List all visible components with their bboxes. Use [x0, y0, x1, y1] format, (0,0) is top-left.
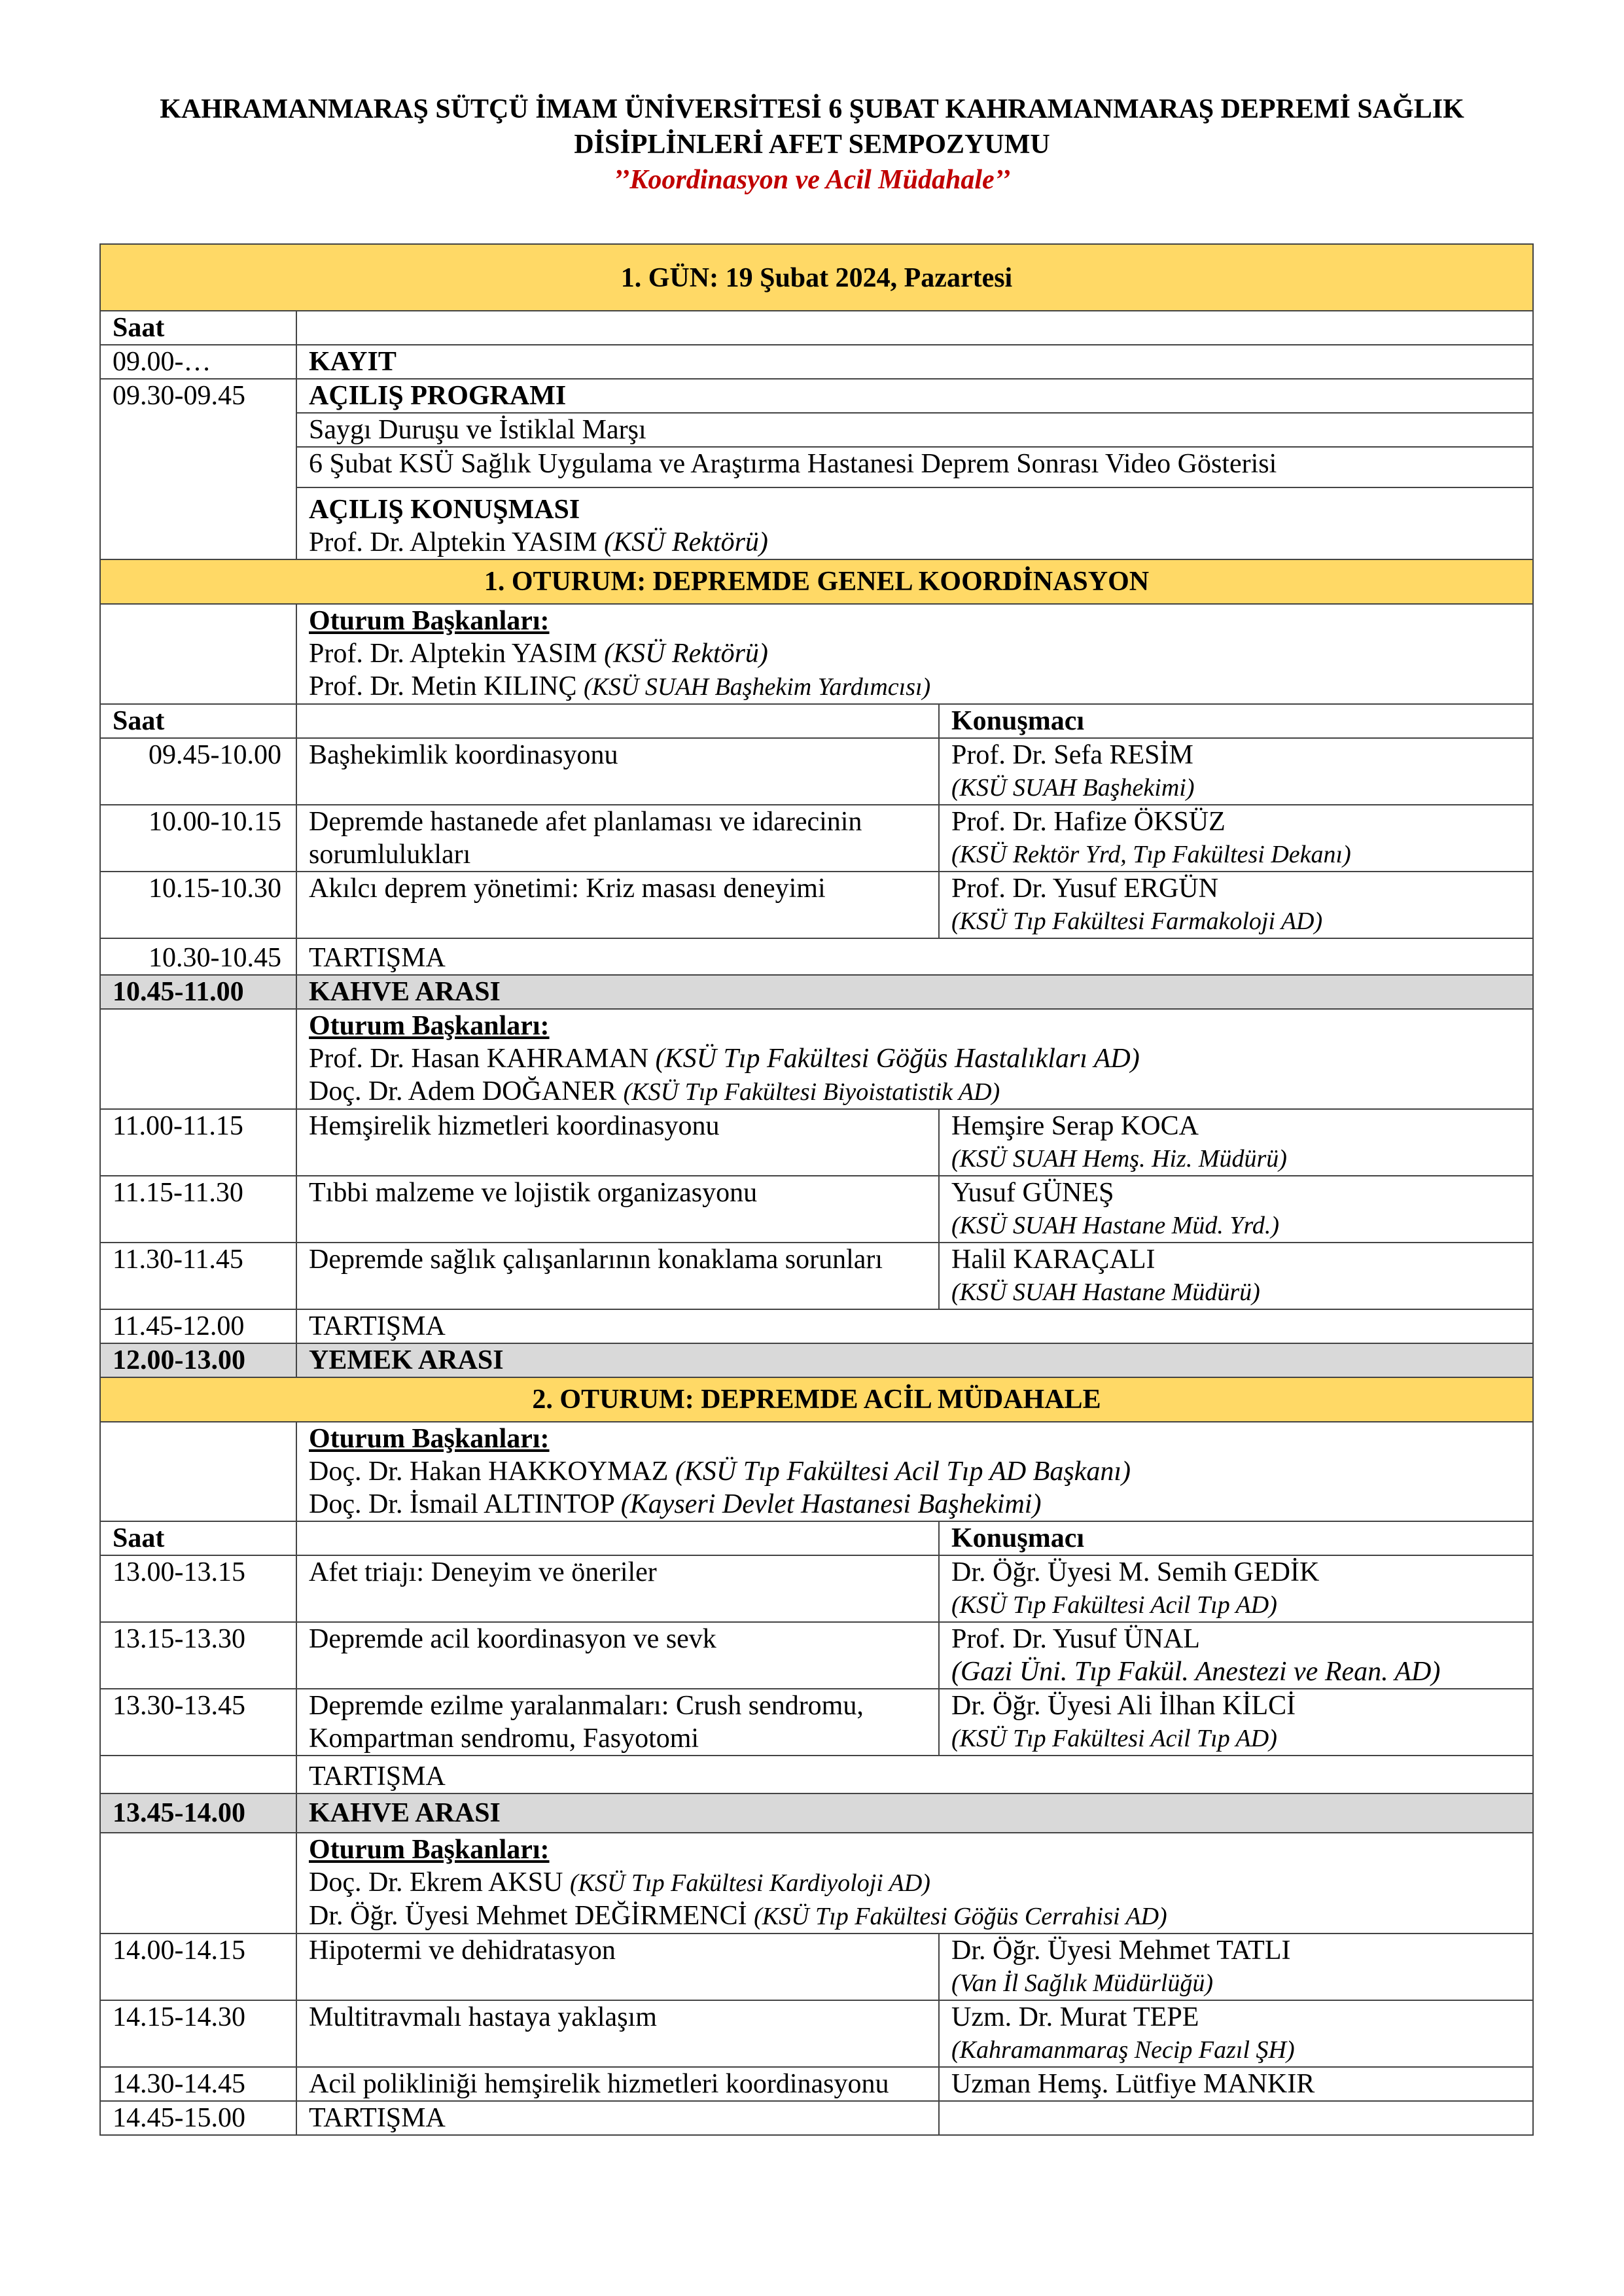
- chair-role: (Kayseri Devlet Hastanesi Başhekimi): [620, 1489, 1042, 1519]
- session-header-row: [100, 559, 1533, 604]
- speaker-role: (KSÜ Rektörü): [604, 527, 768, 557]
- time-cell: 11.15-11.30: [100, 1176, 296, 1243]
- chairs-label: Oturum Başkanları:: [309, 1835, 550, 1865]
- title-line-1: KAHRAMANMARAŞ SÜTÇÜ İMAM ÜNİVERSİTESİ 6 ŞUBAT KAHRAMANMARAŞ DEPREMİ SAĞLIK: [160, 94, 1464, 124]
- table-row: [100, 413, 1533, 447]
- topic-cell: Depremde sağlık çalışanlarının konaklama sorunları: [296, 1243, 939, 1309]
- speaker-role: (KSÜ SUAH Hemş. Hiz. Müdürü): [951, 1145, 1287, 1173]
- talk-row: [100, 805, 1533, 872]
- speaker-name: Prof. Dr. Alptekin YASIM: [309, 527, 605, 557]
- break-row: [100, 1793, 1533, 1833]
- topic-cell: Acil polikliniği hemşirelik hizmetleri koordinasyonu: [296, 2067, 939, 2101]
- speaker-name: Dr. Öğr. Üyesi Mehmet TATLI: [951, 1935, 1291, 1966]
- saat-label: Saat: [100, 704, 296, 738]
- talk-row: [100, 1555, 1533, 1622]
- talk-row: [100, 2000, 1533, 2067]
- discussion-row: [100, 1309, 1533, 1343]
- speaker-label: Konuşmacı: [939, 704, 1533, 738]
- time-cell: 09.00-…: [100, 345, 296, 379]
- program-item: Saygı Duruşu ve İstiklal Marşı: [296, 413, 1533, 447]
- chair-role: (KSÜ Rektörü): [604, 639, 768, 669]
- chair-role: (KSÜ Tıp Fakültesi Göğüs Cerrahisi AD): [754, 1903, 1167, 1930]
- document-header: [0, 92, 1624, 198]
- speaker-name: Prof. Dr. Yusuf ERGÜN: [951, 874, 1218, 904]
- chair-role: (KSÜ Tıp Fakültesi Biyoistatistik AD): [623, 1078, 1000, 1106]
- topic-cell: Başhekimlik koordinasyonu: [296, 738, 939, 805]
- chair-name: Doç. Dr. Hakan HAKKOYMAZ: [309, 1457, 675, 1487]
- break-row: [100, 975, 1533, 1009]
- time-cell: 09.45-10.00: [100, 738, 296, 805]
- speaker-role: (KSÜ Tıp Fakültesi Farmakoloji AD): [951, 908, 1323, 935]
- speaker-name: Dr. Öğr. Üyesi M. Semih GEDİK: [951, 1557, 1320, 1587]
- speaker-name: Prof. Dr. Sefa RESİM: [951, 740, 1193, 770]
- column-header-row: [100, 704, 1533, 738]
- speaker-role: (KSÜ Tıp Fakültesi Acil Tıp AD): [951, 1591, 1277, 1619]
- discussion-row: [100, 2101, 1533, 2135]
- time-cell: 10.45-11.00: [100, 975, 296, 1009]
- speaker-role: (KSÜ SUAH Hastane Müdürü): [951, 1279, 1260, 1306]
- topic-cell: Afet triajı: Deneyim ve öneriler: [296, 1555, 939, 1622]
- time-cell: 13.30-13.45: [100, 1689, 296, 1756]
- discussion-row: [100, 1756, 1533, 1793]
- talk-row: [100, 738, 1533, 805]
- table-row: [100, 379, 1533, 413]
- time-cell: 13.15-13.30: [100, 1622, 296, 1689]
- program-item: 6 Şubat KSÜ Sağlık Uygulama ve Araştırma Hastanesi Deprem Sonrası Video Gösterisi: [296, 447, 1533, 487]
- saat-label: Saat: [100, 1521, 296, 1555]
- chair-name: Prof. Dr. Metin KILINÇ: [309, 671, 584, 701]
- time-cell: 10.00-10.15: [100, 805, 296, 872]
- speaker-name: Yusuf GÜNEŞ: [951, 1178, 1114, 1208]
- discussion-label: TARTIŞMA: [296, 2101, 939, 2135]
- speaker-role: (Van İl Sağlık Müdürlüğü): [951, 1969, 1214, 1997]
- talk-row: [100, 1243, 1533, 1309]
- column-header-row: [100, 1521, 1533, 1555]
- session-title: 1. OTURUM: DEPREMDE GENEL KOORDİNASYON: [100, 559, 1533, 604]
- speaker-name: Prof. Dr. Yusuf ÜNAL: [951, 1624, 1200, 1654]
- talk-row: [100, 2067, 1533, 2101]
- break-label: KAHVE ARASI: [296, 975, 1533, 1009]
- opening-program-label: AÇILIŞ PROGRAMI: [296, 379, 1533, 413]
- discussion-label: TARTIŞMA: [296, 1309, 1533, 1343]
- topic-cell: Hipotermi ve dehidratasyon: [296, 1934, 939, 2000]
- table-row: [100, 487, 1533, 559]
- time-cell: 09.30-09.45: [100, 379, 296, 559]
- session-title: 2. OTURUM: DEPREMDE ACİL MÜDAHALE: [100, 1377, 1533, 1422]
- speaker-label: Konuşmacı: [939, 1521, 1533, 1555]
- chair-name: Doç. Dr. Adem DOĞANER: [309, 1076, 624, 1106]
- speaker-role: (KSÜ SUAH Hastane Müd. Yrd.): [951, 1212, 1280, 1239]
- kayit-label: KAYIT: [296, 345, 1533, 379]
- time-cell: 11.00-11.15: [100, 1109, 296, 1176]
- chair-name: Doç. Dr. Ekrem AKSU: [309, 1867, 570, 1898]
- time-cell: 10.15-10.30: [100, 872, 296, 938]
- opening-speech-label: AÇILIŞ KONUŞMASI: [309, 495, 580, 525]
- time-cell: 14.15-14.30: [100, 2000, 296, 2067]
- time-cell: 13.45-14.00: [100, 1793, 296, 1833]
- lunch-label: YEMEK ARASI: [296, 1343, 1533, 1377]
- chair-role: (KSÜ Tıp Fakültesi Acil Tıp AD Başkanı): [675, 1457, 1131, 1487]
- speaker-name: Prof. Dr. Hafize ÖKSÜZ: [951, 807, 1226, 837]
- time-cell: 14.45-15.00: [100, 2101, 296, 2135]
- time-cell: 11.30-11.45: [100, 1243, 296, 1309]
- topic-cell: Depremde ezilme yaralanmaları: Crush sendromu, Kompartman sendromu, Fasyotomi: [296, 1689, 939, 1756]
- table-row: [100, 345, 1533, 379]
- time-cell: 12.00-13.00: [100, 1343, 296, 1377]
- day-header-row: [100, 244, 1533, 311]
- speaker-role: (Kahramanmaraş Necip Fazıl ŞH): [951, 2036, 1295, 2064]
- discussion-label: TARTIŞMA: [296, 938, 1533, 975]
- topic-cell: Depremde acil koordinasyon ve sevk: [296, 1622, 939, 1689]
- chair-role: (KSÜ Tıp Fakültesi Göğüs Hastalıkları AD): [655, 1044, 1140, 1074]
- talk-row: [100, 1934, 1533, 2000]
- speaker-name: Dr. Öğr. Üyesi Ali İlhan KİLCİ: [951, 1691, 1296, 1721]
- topic-cell: Depremde hastanede afet planlaması ve idarecinin sorumlulukları: [296, 805, 939, 872]
- topic-cell: Hemşirelik hizmetleri koordinasyonu: [296, 1109, 939, 1176]
- talk-row: [100, 1176, 1533, 1243]
- chairs-label: Oturum Başkanları:: [309, 606, 550, 636]
- discussion-row: [100, 938, 1533, 975]
- time-cell: 11.45-12.00: [100, 1309, 296, 1343]
- chair-name: Prof. Dr. Alptekin YASIM: [309, 639, 605, 669]
- chairs-label: Oturum Başkanları:: [309, 1424, 550, 1454]
- chair-role: (KSÜ SUAH Başhekim Yardımcısı): [583, 673, 931, 701]
- talk-row: [100, 1622, 1533, 1689]
- talk-row: [100, 1109, 1533, 1176]
- speaker-role: (KSÜ Tıp Fakültesi Acil Tıp AD): [951, 1725, 1277, 1752]
- chairs-label: Oturum Başkanları:: [309, 1011, 550, 1041]
- session-header-row: [100, 1377, 1533, 1422]
- talk-row: [100, 1689, 1533, 1756]
- discussion-label: TARTIŞMA: [296, 1756, 1533, 1793]
- chair-name: Dr. Öğr. Üyesi Mehmet DEĞİRMENCİ: [309, 1901, 754, 1931]
- saat-label: Saat: [100, 311, 296, 345]
- day-header: 1. GÜN: 19 Şubat 2024, Pazartesi: [100, 244, 1533, 311]
- speaker-role: (Gazi Üni. Tıp Fakül. Anestezi ve Rean. AD): [951, 1657, 1441, 1687]
- title-line-2: DİSİPLİNLERİ AFET SEMPOZYUMU: [574, 130, 1050, 160]
- table-row: [100, 311, 1533, 345]
- chairs-row: [100, 604, 1533, 704]
- time-cell: 14.30-14.45: [100, 2067, 296, 2101]
- chair-name: Doç. Dr. İsmail ALTINTOP: [309, 1489, 621, 1519]
- topic-cell: Akılcı deprem yönetimi: Kriz masası deneyimi: [296, 872, 939, 938]
- break-label: KAHVE ARASI: [296, 1793, 1533, 1833]
- speaker-name: Hemşire Serap KOCA: [951, 1111, 1199, 1141]
- chairs-row: [100, 1833, 1533, 1934]
- topic-cell: Multitravmalı hastaya yaklaşım: [296, 2000, 939, 2067]
- time-cell: 13.00-13.15: [100, 1555, 296, 1622]
- speaker-name: Uzm. Dr. Murat TEPE: [951, 2002, 1199, 2032]
- subtitle: ’’Koordinasyon ve Acil Müdahale’’: [613, 165, 1011, 195]
- time-cell: 10.30-10.45: [100, 938, 296, 975]
- lunch-row: [100, 1343, 1533, 1377]
- chairs-row: [100, 1009, 1533, 1109]
- chair-name: Prof. Dr. Hasan KAHRAMAN: [309, 1044, 656, 1074]
- talk-row: [100, 872, 1533, 938]
- schedule-table: [99, 243, 1534, 2136]
- chairs-row: [100, 1422, 1533, 1521]
- time-cell: 14.00-14.15: [100, 1934, 296, 2000]
- speaker-role: (KSÜ Rektör Yrd, Tıp Fakültesi Dekanı): [951, 841, 1351, 868]
- topic-cell: Tıbbi malzeme ve lojistik organizasyonu: [296, 1176, 939, 1243]
- speaker-name: Uzman Hemş. Lütfiye MANKIR: [951, 2069, 1315, 2099]
- speaker-role: (KSÜ SUAH Başhekimi): [951, 774, 1195, 802]
- speaker-name: Halil KARAÇALI: [951, 1245, 1156, 1275]
- table-row: [100, 447, 1533, 487]
- chair-role: (KSÜ Tıp Fakültesi Kardiyoloji AD): [569, 1869, 930, 1897]
